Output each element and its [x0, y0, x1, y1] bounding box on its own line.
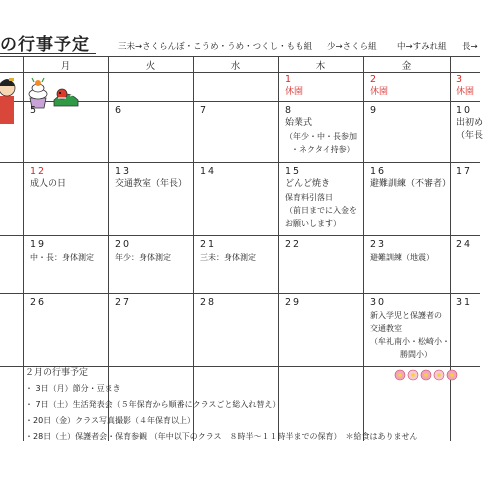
- event-text: 成人の日: [30, 179, 67, 189]
- grid-line: [450, 57, 451, 441]
- event-text: 交通教室（年長）: [115, 179, 188, 189]
- day-number: 7: [200, 105, 209, 116]
- flower-icon: [434, 370, 444, 380]
- calendar-cell-21: [200, 238, 256, 264]
- title-underline: [0, 53, 96, 54]
- day-number: 14: [200, 166, 217, 177]
- legend-sanmi: 三未→さくらんぼ・こうめ・うめ・つくし・もも組: [118, 42, 313, 52]
- day-number: 22: [285, 239, 302, 250]
- calendar-cell-2: [370, 73, 388, 99]
- day-number: 15: [285, 166, 302, 177]
- day-number: 19: [30, 239, 47, 250]
- event-text: 年少：身体測定: [115, 253, 171, 262]
- calendar-cell-9: [370, 104, 378, 117]
- day-number: 5: [30, 105, 39, 116]
- event-text: お願いします）: [285, 219, 341, 228]
- calendar-cell-19: [30, 238, 94, 264]
- day-number: 6: [115, 105, 124, 116]
- calendar-cell-14: [200, 165, 216, 178]
- calendar-cell-17: [456, 165, 472, 178]
- day-number: 30: [370, 297, 387, 308]
- weekday-tue: 火: [145, 61, 156, 72]
- grid-line: [0, 162, 480, 163]
- day-number: 9: [370, 105, 379, 116]
- calendar-cell-1: [285, 73, 303, 99]
- event-text: 保育料引落日: [285, 193, 333, 202]
- day-number: 16: [370, 166, 387, 177]
- day-number: 13: [115, 166, 132, 177]
- event-text: ・ネクタイ持参）: [291, 145, 355, 154]
- legend-shou: 少→さくら組: [327, 42, 377, 52]
- schedule-item: ・ 7日（土）生活発表会（５年保育から順番にクラスごと総入れ替え）: [25, 400, 281, 409]
- calendar-cell-6: [115, 104, 123, 117]
- event-text: 勝間小）: [400, 350, 432, 359]
- grid-line: [0, 72, 480, 73]
- day-number: 31: [456, 297, 473, 308]
- day-number: 24: [456, 239, 473, 250]
- event-text: 休園: [370, 87, 389, 97]
- calendar-cell-12: [30, 165, 66, 191]
- calendar-cell-20: [115, 238, 171, 264]
- calendar-cell-15: [285, 165, 357, 230]
- grid-line: [0, 293, 480, 294]
- calendar-cell-13: [115, 165, 187, 191]
- shishimai-icon: [54, 89, 78, 106]
- day-number: 20: [115, 239, 132, 250]
- legend-chou: 長→: [462, 42, 478, 52]
- day-number: 8: [285, 105, 294, 116]
- event-text: 避難訓練（地震）: [370, 253, 434, 262]
- day-number: 28: [200, 297, 217, 308]
- event-text: （年長: [456, 131, 483, 141]
- legend-chuu: 中→すみれ組: [397, 42, 447, 52]
- event-text: 中・長：身体測定: [30, 253, 94, 262]
- day-number: 3: [456, 74, 465, 85]
- event-text: 始業式: [285, 118, 313, 128]
- event-text: どんど焼き: [285, 179, 331, 189]
- calendar-cell-10: [456, 104, 483, 143]
- girl-icon: [0, 78, 15, 124]
- calendar-cell-3: [456, 73, 474, 99]
- calendar-cell-26: [30, 296, 46, 309]
- weekday-mon: 月: [60, 61, 71, 72]
- schedule-item: ・28日（土）保護者会・保育参観 （年中以下のクラス ８時半～１１時半までの保育） ＊給食はありません: [25, 432, 418, 441]
- event-text: 新入学児と保護者の: [370, 311, 442, 320]
- calendar-cell-16: [370, 165, 451, 191]
- event-text: 休園: [285, 87, 304, 97]
- event-text: 出初め: [456, 118, 483, 128]
- day-number: 2: [370, 74, 379, 85]
- day-number: 21: [200, 239, 217, 250]
- event-text: （牟礼南小・松崎小・: [370, 337, 450, 346]
- calendar-cell-7: [200, 104, 208, 117]
- calendar-cell-27: [115, 296, 131, 309]
- calendar-cell-30: [370, 296, 450, 361]
- day-number: 29: [285, 297, 302, 308]
- calendar-cell-29: [285, 296, 301, 309]
- weekday-fri: 金: [401, 61, 412, 72]
- new-year-illustration: [0, 74, 84, 126]
- calendar-cell-24: [456, 238, 472, 251]
- day-number: 26: [30, 297, 47, 308]
- day-number: 23: [370, 239, 387, 250]
- event-text: （年少・中・長参加: [285, 132, 357, 141]
- event-text: 交通教室: [370, 324, 402, 333]
- day-number: 12: [30, 166, 47, 177]
- day-number: 1: [285, 74, 294, 85]
- calendar-cell-23: [370, 238, 434, 264]
- schedule-item: ・ 3日（月）節分・豆まき: [25, 384, 121, 393]
- page-title: の行事予定: [0, 35, 90, 55]
- calendar-cell-22: [285, 238, 301, 251]
- calendar-cell-5: [30, 104, 38, 117]
- day-number: 27: [115, 297, 132, 308]
- february-schedule: [25, 365, 417, 445]
- schedule-item: ・20日（金）クラス写真撮影（４年保育以上）: [25, 416, 195, 425]
- event-text: 三未：身体測定: [200, 253, 256, 262]
- calendar-cell-28: [200, 296, 216, 309]
- grid-line: [0, 235, 480, 236]
- weekday-thu: 木: [315, 61, 326, 72]
- event-text: 避難訓練（不審者）: [370, 179, 452, 189]
- day-number: 17: [456, 166, 473, 177]
- calendar-cell-31: [456, 296, 472, 309]
- february-heading: ２月の行事予定: [25, 368, 89, 378]
- event-text: （前日までに入金を: [285, 206, 357, 215]
- event-text: 休園: [456, 87, 475, 97]
- day-number: 10: [456, 105, 473, 116]
- calendar-cell-8: [285, 104, 357, 156]
- flower-icon: [421, 370, 431, 380]
- weekday-wed: 水: [230, 61, 241, 72]
- flower-icon: [447, 370, 457, 380]
